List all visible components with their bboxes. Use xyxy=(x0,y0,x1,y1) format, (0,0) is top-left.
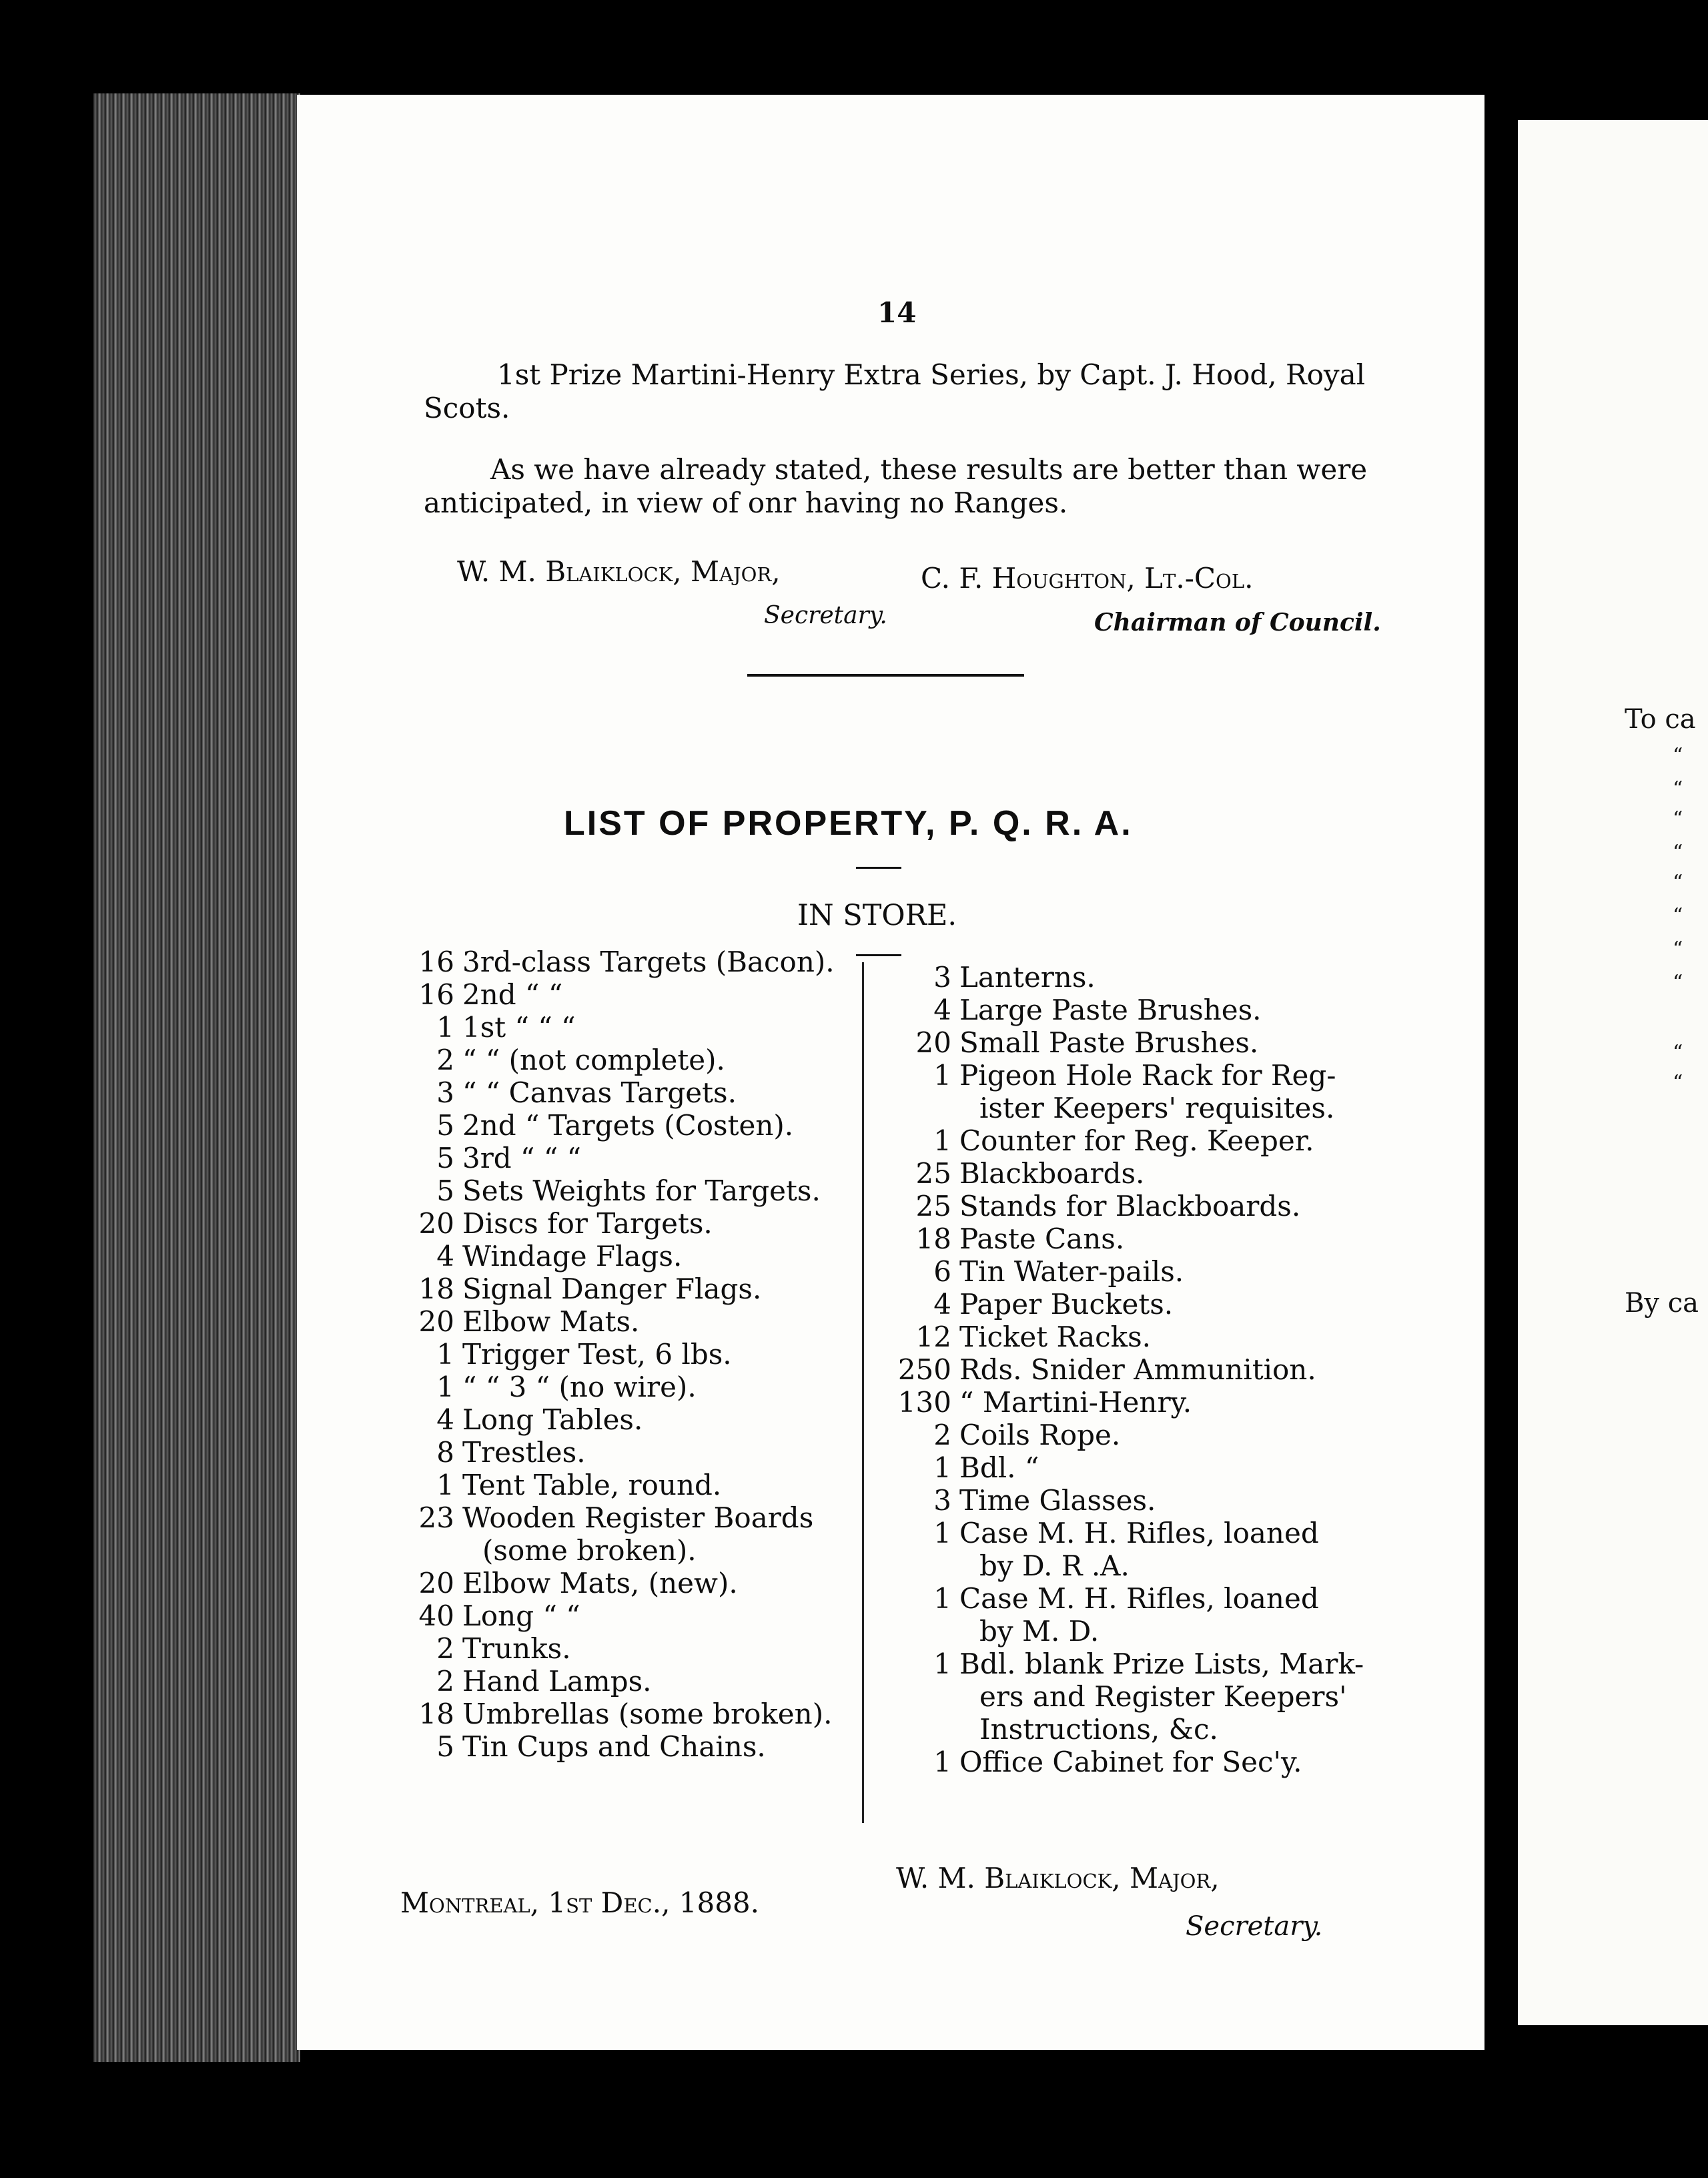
item-description: Paste Cans. xyxy=(959,1222,1125,1255)
item-description: Tin Water-pails. xyxy=(959,1255,1184,1288)
item-quantity: 20 xyxy=(418,1567,454,1599)
list-item xyxy=(396,978,796,1011)
facing-page xyxy=(1518,120,1708,2025)
item-quantity: 1 xyxy=(933,1746,951,1778)
item-quantity: 12 xyxy=(915,1321,951,1353)
list-item xyxy=(893,1190,1346,1222)
list-subtitle: IN STORE. xyxy=(797,899,957,932)
list-item xyxy=(893,1353,1346,1386)
list-item xyxy=(893,994,1346,1026)
item-quantity: 20 xyxy=(418,1305,454,1338)
list-title: LIST OF PROPERTY, P. Q. R. A. xyxy=(564,804,1133,843)
item-description: Trigger Test, 6 lbs. xyxy=(462,1338,732,1371)
facing-ditto-mark: “ xyxy=(1673,904,1683,928)
list-item xyxy=(396,1469,796,1501)
facing-ditto-mark: “ xyxy=(1673,841,1683,864)
item-quantity: 1 xyxy=(933,1124,951,1157)
item-quantity: 130 xyxy=(897,1386,951,1419)
item-description: Elbow Mats, (new). xyxy=(462,1567,738,1599)
item-quantity: 1 xyxy=(436,1338,454,1371)
item-description: 1st “ “ “ xyxy=(462,1011,576,1044)
list-item xyxy=(893,1386,1346,1419)
intro-line-4: anticipated, in view of onr having no Ranges. xyxy=(424,486,1068,519)
item-quantity: 4 xyxy=(933,994,951,1026)
item-description: Office Cabinet for Sec'y. xyxy=(959,1746,1302,1778)
item-description: “ Martini-Henry. xyxy=(959,1386,1192,1419)
item-quantity: 4 xyxy=(436,1240,454,1273)
item-quantity: 4 xyxy=(933,1288,951,1321)
list-item xyxy=(396,1109,796,1142)
item-quantity: 8 xyxy=(436,1436,454,1469)
item-description: Instructions, &c. xyxy=(979,1713,1218,1746)
item-quantity: 5 xyxy=(436,1109,454,1142)
item-quantity: 1 xyxy=(436,1371,454,1403)
column-divider xyxy=(862,962,864,1823)
facing-ditto-mark: “ xyxy=(1673,971,1683,994)
item-description: Hand Lamps. xyxy=(462,1665,652,1698)
item-quantity: 4 xyxy=(436,1403,454,1436)
list-item xyxy=(893,1092,1346,1124)
right-property-list xyxy=(893,961,1364,1778)
item-description: 3rd “ “ “ xyxy=(462,1142,582,1174)
list-item xyxy=(396,1338,796,1371)
list-item xyxy=(893,1451,1346,1484)
list-item xyxy=(893,1713,1346,1746)
item-description: “ “ (not complete). xyxy=(462,1044,725,1076)
facing-ditto-mark: “ xyxy=(1673,1041,1683,1064)
item-description: by D. R .A. xyxy=(979,1549,1130,1582)
item-quantity: 25 xyxy=(915,1157,951,1190)
item-description: 2nd “ “ xyxy=(462,978,563,1011)
item-quantity: 5 xyxy=(436,1142,454,1174)
item-quantity: 3 xyxy=(436,1076,454,1109)
list-item xyxy=(396,1142,796,1174)
item-quantity: 20 xyxy=(418,1207,454,1240)
item-quantity: 1 xyxy=(933,1059,951,1092)
list-item xyxy=(893,1582,1346,1615)
item-description: (some broken). xyxy=(482,1534,697,1567)
item-description: 2nd “ Targets (Costen). xyxy=(462,1109,794,1142)
section-rule xyxy=(747,674,1024,677)
item-description: Bdl. blank Prize Lists, Mark- xyxy=(959,1648,1364,1680)
item-description: Signal Danger Flags. xyxy=(462,1273,762,1305)
item-description: Counter for Reg. Keeper. xyxy=(959,1124,1314,1157)
item-quantity: 18 xyxy=(418,1273,454,1305)
item-description: by M. D. xyxy=(979,1615,1100,1648)
list-item xyxy=(396,1665,796,1698)
list-item xyxy=(396,1305,796,1338)
list-item xyxy=(893,1419,1346,1451)
item-quantity: 20 xyxy=(915,1026,951,1059)
item-quantity: 5 xyxy=(436,1174,454,1207)
item-description: Lanterns. xyxy=(959,961,1096,994)
list-item xyxy=(893,1222,1346,1255)
list-item xyxy=(893,1648,1364,1680)
list-item xyxy=(396,1567,796,1599)
footer-signature-title: Secretary. xyxy=(1186,1911,1323,1942)
item-quantity: 40 xyxy=(418,1599,454,1632)
list-item xyxy=(893,1124,1346,1157)
item-description: Stands for Blackboards. xyxy=(959,1190,1301,1222)
list-item xyxy=(893,1288,1346,1321)
item-description: Long Tables. xyxy=(462,1403,643,1436)
subtitle-rule xyxy=(856,954,901,956)
item-description: Tin Cups and Chains. xyxy=(462,1730,766,1763)
item-quantity: 2 xyxy=(436,1044,454,1076)
item-quantity: 1 xyxy=(933,1648,951,1680)
list-item xyxy=(893,1517,1346,1549)
facing-ditto-mark: “ xyxy=(1673,777,1683,801)
item-description: Case M. H. Rifles, loaned xyxy=(959,1517,1319,1549)
facing-top-text: To ca xyxy=(1625,704,1696,735)
item-quantity: 1 xyxy=(933,1451,951,1484)
item-description: 3rd-class Targets (Bacon). xyxy=(462,946,835,978)
list-item xyxy=(396,1730,796,1763)
list-item xyxy=(893,1549,1346,1582)
intro-line-3: As we have already stated, these results are better than were xyxy=(490,453,1368,486)
item-quantity: 5 xyxy=(436,1730,454,1763)
list-item xyxy=(893,1484,1346,1517)
item-description: Trestles. xyxy=(462,1436,586,1469)
item-quantity: 25 xyxy=(915,1190,951,1222)
item-description: Tent Table, round. xyxy=(462,1469,722,1501)
item-quantity: 1 xyxy=(436,1469,454,1501)
item-quantity: 2 xyxy=(436,1632,454,1665)
left-property-list xyxy=(396,946,835,1763)
list-item xyxy=(893,1321,1346,1353)
item-description: Case M. H. Rifles, loaned xyxy=(959,1582,1319,1615)
list-item xyxy=(893,1255,1346,1288)
list-item xyxy=(396,1436,796,1469)
item-description: Rds. Snider Ammunition. xyxy=(959,1353,1316,1386)
list-item xyxy=(396,1534,796,1567)
signature-left-name: W. M. Blaiklock, Major, xyxy=(457,555,781,588)
item-quantity: 2 xyxy=(436,1665,454,1698)
facing-bottom-text: By ca xyxy=(1625,1288,1699,1319)
list-item xyxy=(396,1174,821,1207)
list-item xyxy=(396,1599,796,1632)
list-item xyxy=(893,1680,1346,1713)
item-description: Bdl. “ xyxy=(959,1451,1039,1484)
item-description: Sets Weights for Targets. xyxy=(462,1174,821,1207)
list-item xyxy=(893,1615,1346,1648)
item-description: Blackboards. xyxy=(959,1157,1145,1190)
title-rule xyxy=(856,867,901,869)
facing-ditto-mark: “ xyxy=(1673,871,1683,894)
item-quantity: 18 xyxy=(418,1698,454,1730)
list-item xyxy=(396,1632,796,1665)
signature-right-title: Chairman of Council. xyxy=(1094,609,1381,637)
item-description: Trunks. xyxy=(462,1632,571,1665)
item-description: Ticket Racks. xyxy=(959,1321,1152,1353)
facing-ditto-mark: “ xyxy=(1673,807,1683,831)
list-item xyxy=(396,1207,796,1240)
book-page xyxy=(297,95,1484,2050)
list-item xyxy=(396,1371,796,1403)
item-description: ers and Register Keepers' xyxy=(979,1680,1347,1713)
item-description: Discs for Targets. xyxy=(462,1207,713,1240)
book-edge xyxy=(93,93,300,2062)
list-item xyxy=(396,946,835,978)
item-description: ister Keepers' requisites. xyxy=(979,1092,1335,1124)
item-quantity: 1 xyxy=(436,1011,454,1044)
list-item xyxy=(893,1746,1346,1778)
list-item xyxy=(893,1026,1346,1059)
item-description: Small Paste Brushes. xyxy=(959,1026,1259,1059)
item-quantity: 16 xyxy=(418,946,454,978)
list-item xyxy=(396,1011,796,1044)
item-description: Long “ “ xyxy=(462,1599,580,1632)
list-item xyxy=(396,1273,796,1305)
list-item xyxy=(396,1698,833,1730)
item-description: Time Glasses. xyxy=(959,1484,1156,1517)
item-description: Large Paste Brushes. xyxy=(959,994,1262,1026)
signature-right-name: C. F. Houghton, Lt.-Col. xyxy=(921,562,1254,595)
facing-ditto-mark: “ xyxy=(1673,938,1683,961)
item-description: Elbow Mats. xyxy=(462,1305,640,1338)
list-item xyxy=(893,961,1346,994)
list-item xyxy=(893,1157,1346,1190)
item-description: Wooden Register Boards xyxy=(462,1501,814,1534)
item-quantity: 1 xyxy=(933,1582,951,1615)
facing-ditto-mark: “ xyxy=(1673,1071,1683,1094)
list-item xyxy=(396,1501,814,1534)
facing-ditto-mark: “ xyxy=(1673,744,1683,767)
item-quantity: 3 xyxy=(933,1484,951,1517)
item-quantity: 2 xyxy=(933,1419,951,1451)
footer-signature-name: W. M. Blaiklock, Major, xyxy=(896,1862,1220,1894)
item-description: Windage Flags. xyxy=(462,1240,683,1273)
item-quantity: 16 xyxy=(418,978,454,1011)
intro-line-2: Scots. xyxy=(424,392,510,424)
item-quantity: 23 xyxy=(418,1501,454,1534)
page-number: 14 xyxy=(877,296,917,329)
list-item xyxy=(396,1044,796,1076)
item-quantity: 18 xyxy=(915,1222,951,1255)
intro-line-1: 1st Prize Martini-Henry Extra Series, by Capt. J. Hood, Royal xyxy=(497,358,1366,391)
item-quantity: 6 xyxy=(933,1255,951,1288)
item-description: “ “ Canvas Targets. xyxy=(462,1076,737,1109)
list-item xyxy=(396,1403,796,1436)
item-quantity: 3 xyxy=(933,961,951,994)
list-item xyxy=(396,1240,796,1273)
item-description: Coils Rope. xyxy=(959,1419,1121,1451)
item-description: Umbrellas (some broken). xyxy=(462,1698,833,1730)
item-quantity: 250 xyxy=(897,1353,951,1386)
signature-left-title: Secretary. xyxy=(764,602,887,629)
item-description: “ “ 3 “ (no wire). xyxy=(462,1371,697,1403)
item-description: Paper Buckets. xyxy=(959,1288,1174,1321)
place-date: Montreal, 1st Dec., 1888. xyxy=(400,1886,760,1919)
item-quantity: 1 xyxy=(933,1517,951,1549)
item-description: Pigeon Hole Rack for Reg- xyxy=(959,1059,1336,1092)
list-item xyxy=(396,1076,796,1109)
list-item xyxy=(893,1059,1346,1092)
